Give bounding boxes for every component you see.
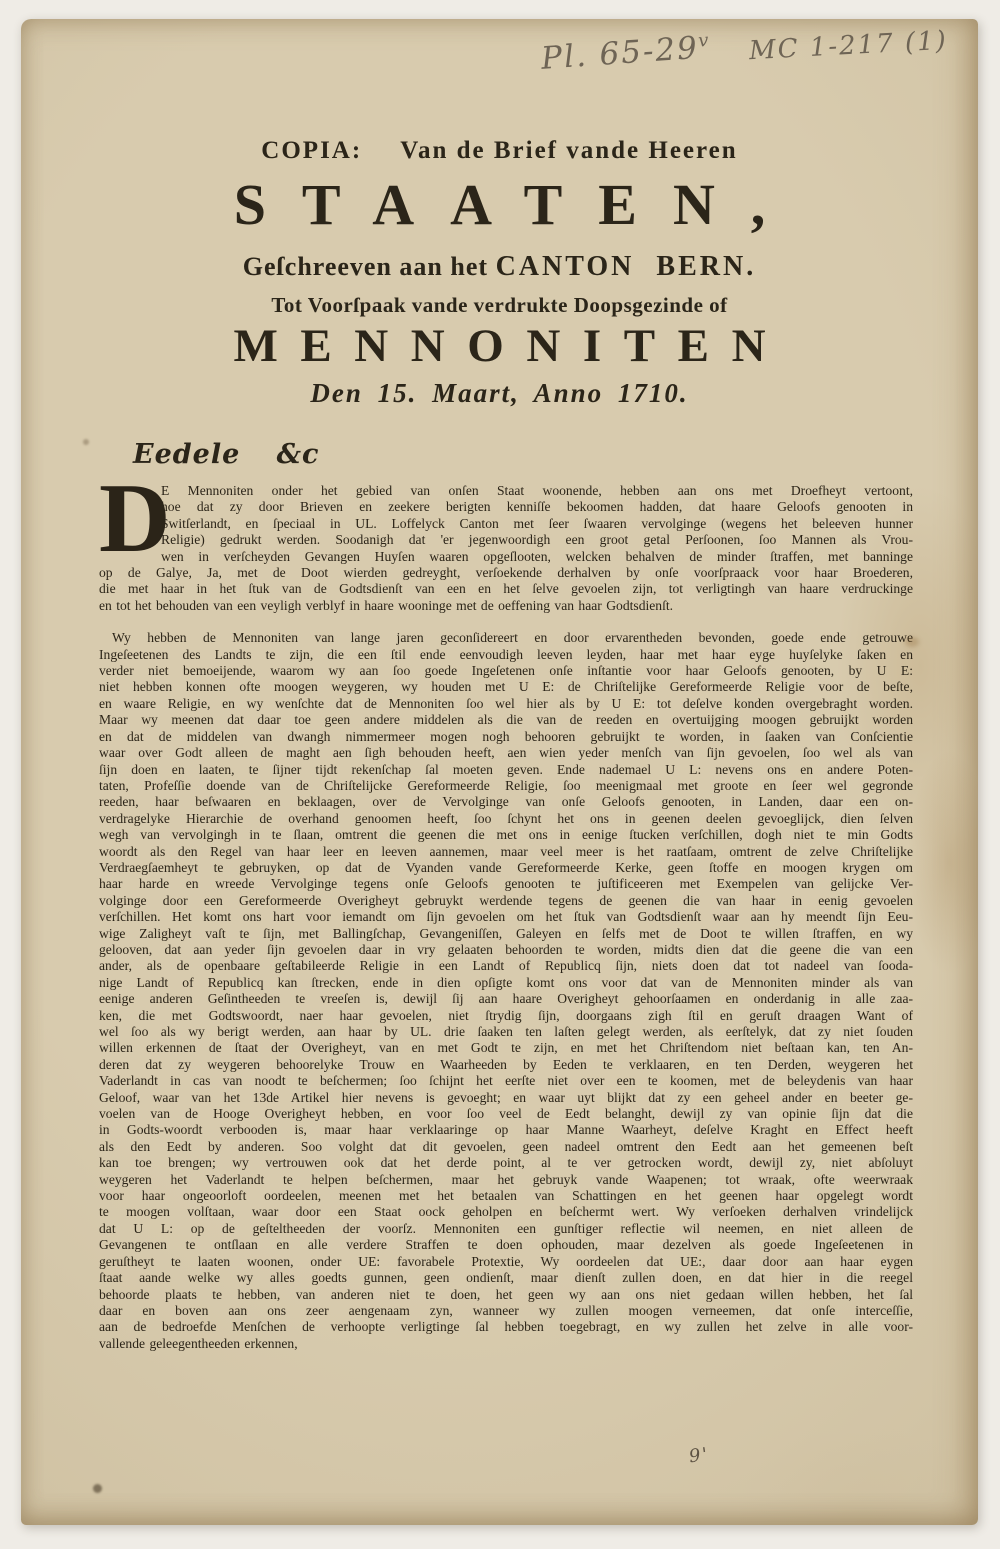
shelfmark-left-superscript: v	[697, 29, 712, 52]
salutation: Eedele &c	[133, 439, 320, 470]
title-tot-line: Tot Voorſpaak vande verdrukte Doopsgezinde of	[271, 293, 728, 317]
title-date-line: Den 15. Maart, Anno 1710.	[310, 378, 689, 408]
ink-spot	[83, 439, 89, 445]
title-block	[21, 19, 978, 409]
copia-rest: Van de Brief vande Heeren	[400, 137, 738, 164]
handwritten-shelfmark-right: MC 1-217 (1)	[748, 25, 949, 67]
title-staaten: STAATEN,	[233, 172, 802, 237]
bern-word: BERN.	[656, 251, 757, 282]
geschreeven-prefix: Geſchreeven aan het	[242, 252, 489, 281]
canton-word: CANTON	[495, 251, 635, 282]
copia-word: COPIA:	[261, 137, 363, 164]
drop-cap: D	[99, 464, 171, 573]
paragraph-1	[99, 464, 913, 614]
document-page	[21, 19, 978, 1525]
canton-bern	[496, 251, 757, 282]
handwritten-bottom-mark: 9'	[687, 1443, 711, 1468]
ink-spot	[93, 1484, 102, 1493]
title-mennoniten: MENNONITEN	[233, 320, 789, 372]
paragraph-1-lines: E Mennoniten onder het gebied van onſen Staat woonende, hebben aan ons met Droefheyt vertoont, hoe dat zy door Brieven en zeekere berigten kenniſſe bekoomen hadden, dat haare Geloofs genooten in Switſerlandt, en ſpeciaal in UL. Loffelyck Canton met ſeer ſwaaren vervolginge (wegens het beleeven hunner Religie) gedrukt werden. Soodanigh dat 'er jegenwoordigh een groot getal Perſoonen, ſoo Mannen als Vrou- wen in verſcheyden Gevangen Huyſen waaren opgeſlooten, welcken behalven de minder ſtraffen, met banninge op de Galye, Ja, met de Doot wierden gedreyght, verſoekende derhalven by onſe voorſpraack voor haar Broederen, die met haar in het ſtuk van de Godtsdienſt van een en het ſelve gevoelen zijn, tot verligtingh van haare verdruckinge en tot het behouden van een veyligh verblyf in haare wooninge met de oeffening van haar Godtsdienſt.	[99, 483, 913, 613]
paragraph-2-lines: Wy hebben de Mennoniten van lange jaren geconſidereert en door ervarentheden bevonden, goede ende getrouwe Ingeſeetenen des Landts te zijn, die een ſtil ende eenvoudigh leeven leyden, haar met haar eyge huyſelyke ſaken en verder niet bemoeijende, waarom wy aan ſoo goede Ingeſetenen onſe inſtantie voor haar Geloofs genooten, by U E: niet hebben konnen ofte moogen weygeren, wy houden met U E: de Chriſtelijke Gereformeerde Religie voor de beſte, en waare Religie, en wy wenſchte dat de Mennoniten ſoo wel hier als by U E: tot deſelve konden overgebraght worden. Maar wy meenen dat daar toe geen andere middelen als die van de reeden en overtuijging moogen gebruijkt worden en dat de middelen van dwangh nimmermeer mogen nogh behooren gebruijkt te worden, in ſaaken van Conſcientie waar over Godt alleen de maght aen ſigh behouden heeft, aen wien yeder menſch van ſijn gevoelen, ſoo wel als van ſijn doen en laaten, te ſijner tijdt rekenſchap ſal moeten geven. Ende nademael U L: nevens ons en andere Poten- taten, Profeſſie doende van de Chriſtelijcke Gereformeerde Religie, ſoo meenigmaal met groote en ſeer wel gegronde reeden, haar beſwaaren en beklaagen, over de Vervolginge van onſe Geloofs genooten, in Landen, daar een on- verdragelyke Hierarchie de overhand genoomen heeft, ſoo ſchynt het ons in geenen deelen gevoeglijck, dien ſelven wegh van vervolgingh in te ſlaan, omtrent die geenen die met ons in eenige ſtucken verſchillen, dogh niet te min Godts woordt als den Regel van haar leer en leeven aannemen, maar veel meer is het raatſaam, omtrent de zelve Chriſtelijke Verdraegſaemheyt te gebruyken, op dat de Vyanden vande Gereformeerde Kerke, geen ſtoffe en moogen krygen om haar harde en wreede Vervolginge tegens onſe Geloofs genooten te juſtificeeren met Exempelen van gelijcke Ver- volginge door een Gereformeerde Overigheyt gebruykt werdende tegens de geenen die van haar in eenig gevoelen verſchillen. Het komt ons hart voor iemandt om ſijn gevoelen om het ſtuk van Godtsdienſt waar aan hy meendt ſijn Eeu- wige Zaligheyt vaſt te ſijn, met Ballingſchap, Gevangeniſſen, Galeyen en ſelfs met de Doot te willen ſtraffen, en wy gelooven, dat aan yeder ſijn gevoelen daar in vry gelaaten behoorden te worden, midts dien dat die geene die van een ander, als de openbaare geſtabileerde Religie in een Landt of Republicq ſijn, niets doen dat tot nadeel van ſooda- nige Landt of Republicq kan ſtrecken, ende in dien opſigte komt ons voor dat van de Mennoniten minder als van eenige anderen Geſintheeden te vreeſen is, dewijl ſij aan haare Overigheyt gehoorſaamen en onderdanig in alle zaa- ken, die met Godtswoordt, naer haar gevoelen, niet ſtrydig ſijn, doorgaans zigh ſtil en geruſt draagen Want of wel ſoo als wy berigt werden, aan haar by UL. drie ſaaken ten laſten gelegt werden, als eerſtelyk, dat zy niet ſouden willen erkennen de ſtaat der Overigheyt, van en met Godt te zijn, en met het Chriſtendom niet beſtaan kan, ten An- deren dat zy weygeren behoorelyke Trouw en Waarheeden by Eeden te verklaaren, en ten Derden, weygeren het Vaderlandt in cas van noodt te beſchermen; ſoo ſchijnt het eerſte niet over een te koomen, met de beleydenis van haar Geloof, waar van het 13de Artikel hier nevens is gevoeght; en waar uyt blijkt dat zy een geheel ander en beeter ge- voelen van de Hooge Overigheyt hebben, en voor ſoo veel de Eedt belanght, dewijl zy van opinie ſijn dat die in Godts-woordt verbooden is, maar haar verklaaringe op haar Manne Waarheyt, deſelve Kraght en Effect heeft als den Eedt by anderen. Soo volght dat dit gevoelen, geen nadeel omtrent den Eedt aan het gemeenen beſt kan toe brengen; wy vertrouwen ook dat het derde point, al te ver getrocken wordt, dewijl zy, niet abſoluyt weygeren het Vaderlandt te helpen beſchermen, maar het gebruyk vande Waapenen; tot wraak, ofte weerwraak voor haar ongeoorloft oordeelen, meenen met het betaalen van Schattingen en het geenen haar opgelegt wordt te moogen volſtaan, waar door een Staat oock geholpen en beſchermt wert. Wy verſoeken derhalven vrindelijck dat U L: op de geſteltheeden der voorſz. Mennoniten een gunſtiger reflectie wil neemen, en niet alleen de Gevangenen te ontſlaan en alle verdere Straffen te doen ophouden, maar dezelven als goede Ingeſeetenen in geruſtheyt te laaten woonen, onder UE: favorabele Protextie, Wy oordeelen dat UE:, daar door aan haar eygen ſtaat aande welke wy alles goedts gunnen, geen ondienſt, maar dienſt zullen doen, en dat hier in die reegel behoorde plaats te hebben, van anderen niet te doen, het geen wy aan ons niet gedaan willen hebben, het ſal daar en boven aan ons zeer aengenaam zyn, wanneer wy zullen moogen verneemen, dat onſe interceſſie, aan de bedroefde Menſchen de verhoopte verligtinge ſal hebben toegebragt, en wy zullen het zelve in alle voor- vallende geleegentheeden erkennen,	[99, 630, 913, 1351]
paragraph-2	[99, 630, 913, 1352]
text-column	[99, 439, 913, 1352]
title-geschreeven-line	[21, 251, 978, 283]
shelfmark-left-text: Pl. 65-29	[539, 29, 700, 77]
title-copia-line	[21, 137, 978, 165]
